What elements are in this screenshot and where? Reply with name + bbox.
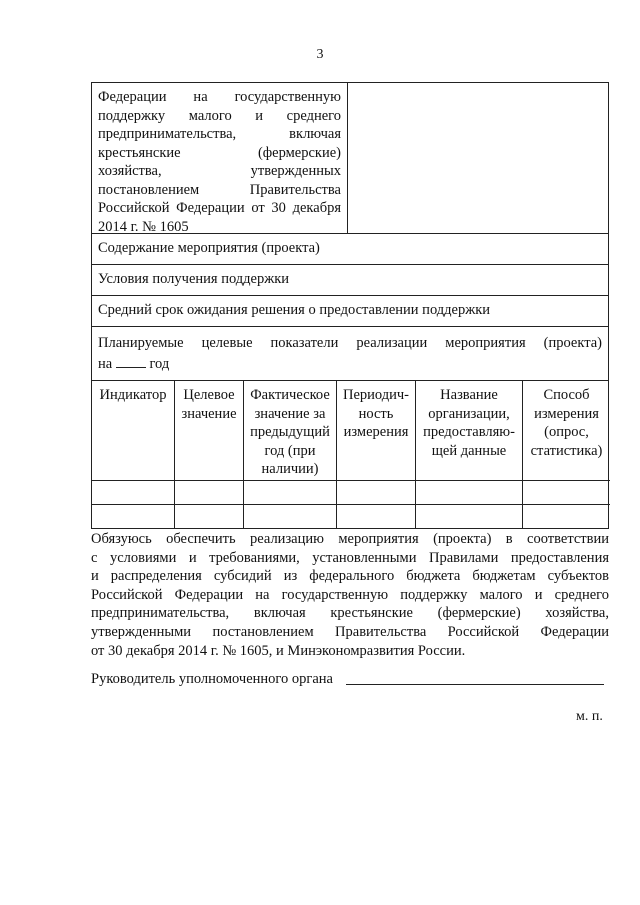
table-row bbox=[92, 480, 608, 504]
plan-line: Планируемые целевые показатели реализации мероприятия (проекта) bbox=[98, 335, 602, 351]
table-cell bbox=[416, 480, 523, 504]
table-cell bbox=[175, 504, 244, 528]
table-row bbox=[92, 504, 608, 528]
paragraph-line: Обязуюсь обеспечить реализацию мероприятия (проекта) в соответствии bbox=[91, 531, 609, 547]
text-line: Российской Федерации от 30 декабря bbox=[98, 200, 341, 216]
table-cell bbox=[523, 480, 610, 504]
paragraph-line: предпринимательства, включая крестьянские (фермерские) хозяйства, bbox=[91, 605, 609, 622]
signature-label: Руководитель уполномоченного органа bbox=[91, 671, 333, 687]
table-cell bbox=[337, 480, 416, 504]
table-cell bbox=[244, 480, 337, 504]
planned-indicators-row bbox=[92, 326, 608, 380]
content-row: Содержание мероприятия (проекта) bbox=[92, 233, 608, 264]
column-header: Периодич-ность измерения bbox=[337, 381, 416, 480]
plan-na: на bbox=[98, 355, 113, 372]
table-cell bbox=[92, 504, 175, 528]
commitment-paragraph bbox=[91, 530, 609, 660]
stamp-place-label: м. п. bbox=[576, 709, 603, 724]
table-cell bbox=[92, 480, 175, 504]
paragraph-line: с условиями и требованиями, установленными Правилами предоставления bbox=[91, 549, 609, 566]
indicator-header-row bbox=[92, 380, 608, 480]
table-row bbox=[92, 83, 608, 233]
table-cell bbox=[175, 480, 244, 504]
text-line: хозяйства, утвержденных bbox=[98, 163, 341, 179]
signature-line bbox=[346, 684, 604, 685]
paragraph-line: и распределения субсидий из федерального бюджета бюджетам субъектов bbox=[91, 568, 609, 585]
resolution-reference-cell bbox=[92, 83, 348, 233]
column-header: Название организации, предоставляю-щей данные bbox=[416, 381, 523, 480]
plan-year: год bbox=[149, 355, 170, 372]
column-header: Способ измерения (опрос, статистика) bbox=[530, 387, 603, 459]
paragraph-line: утвержденными постановлением Правительства Российской Федерации bbox=[91, 623, 609, 640]
avg-term-row: Средний срок ожидания решения о предоставлении поддержки bbox=[92, 295, 608, 326]
text-line: поддержку малого и среднего bbox=[98, 107, 341, 124]
table-cell bbox=[416, 504, 523, 528]
table-cell bbox=[337, 504, 416, 528]
conditions-row: Условия получения поддержки bbox=[92, 264, 608, 295]
year-blank bbox=[116, 353, 146, 368]
plan-year-line bbox=[98, 353, 602, 374]
text-line: крестьянские (фермерские) bbox=[98, 144, 341, 161]
application-table bbox=[91, 82, 609, 529]
page-number: 3 bbox=[316, 47, 324, 62]
table-cell bbox=[523, 504, 610, 528]
column-header: Фактическое значение за предыдущий год (при наличии) bbox=[244, 381, 337, 480]
text-line: 2014 г. № 1605 bbox=[98, 218, 189, 235]
text-line: Федерации на государственную bbox=[98, 89, 341, 105]
text-line: постановлением Правительства bbox=[98, 181, 341, 198]
column-header: Целевое значение bbox=[175, 381, 244, 480]
paragraph-line: от 30 декабря 2014 г. № 1605, и Минэкономразвития России. bbox=[91, 642, 466, 659]
empty-value-cell bbox=[348, 83, 608, 233]
column-header: Индикатор bbox=[92, 381, 175, 480]
table-cell bbox=[244, 504, 337, 528]
text-line: предпринимательства, включая bbox=[98, 126, 341, 142]
paragraph-line: Российской Федерации на государственную поддержку малого и среднего bbox=[91, 586, 609, 603]
